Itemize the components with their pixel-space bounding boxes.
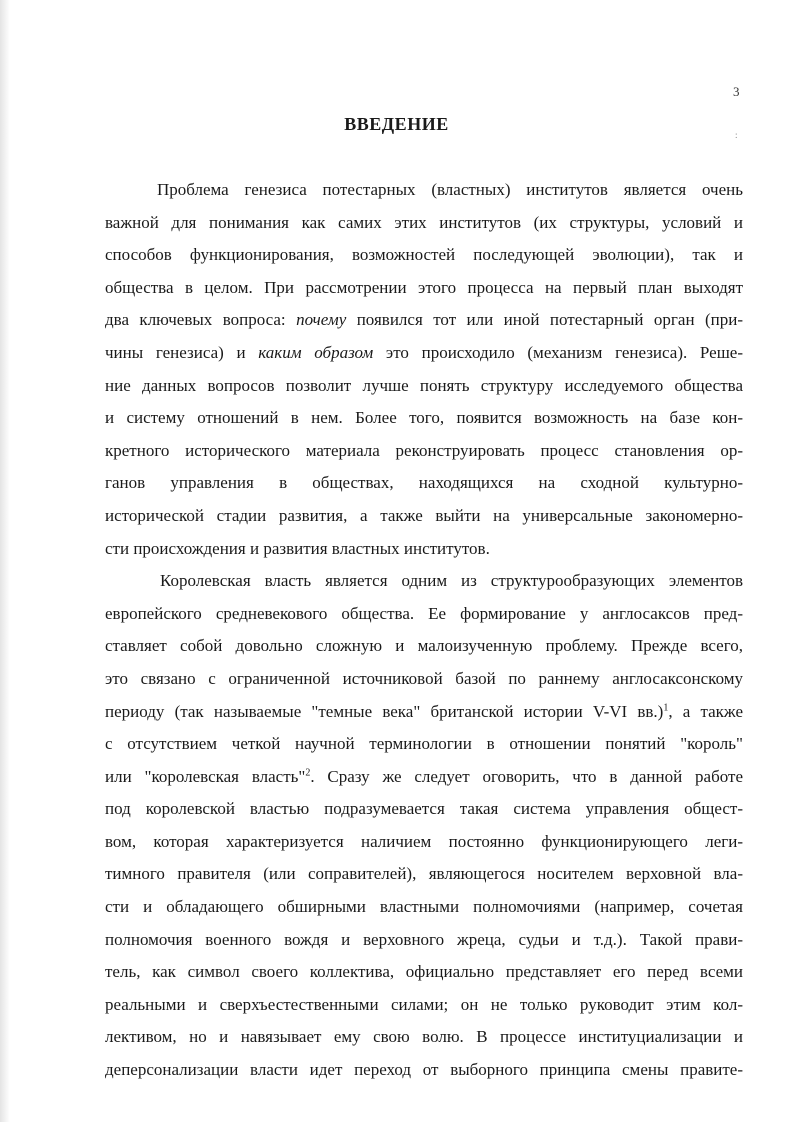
text-line: лективом, но и навязывает ему свою волю. В процессе институциализации и xyxy=(105,1027,743,1047)
text-line: под королевской властью подразумевается такая система управления общест- xyxy=(105,799,743,819)
text-line: общества в целом. При рассмотрении этого процесса на первый план выходят xyxy=(105,277,743,297)
text-line: способов функционирования, возможностей последующей эволюции), так и xyxy=(105,245,743,265)
text-line: европейского средневекового общества. Ее формирование у англосаксов пред- xyxy=(105,603,743,623)
text-line: ние данных вопросов позволит лучше понять структуру исследуемого общества xyxy=(105,375,743,395)
text-line: с отсутствием четкой научной терминологии в отношении понятий "король" xyxy=(105,734,743,754)
emphasis-text: почему xyxy=(296,310,347,330)
text-line: деперсонализации власти идет переход от выборного принципа смены правите- xyxy=(105,1060,743,1080)
emphasis-text: каким образом xyxy=(258,342,374,362)
text-line: реальными и сверхъестественными силами; он не только руководит этим кол- xyxy=(105,994,743,1014)
text-line: сти и обладающего обширными властными полномочиями (например, сочетая xyxy=(105,897,743,917)
text-line: или "королевская власть"$^2$. Сразу же следует оговорить, что в данной работе xyxy=(105,766,743,786)
text-line: Проблема генезиса потестарных (властных) институтов является очень xyxy=(157,180,743,199)
text-line: Королевская власть является одним из структурообразующих элементов xyxy=(160,571,743,591)
text-line: вом, которая характеризуется наличием постоянно функционирующего леги- xyxy=(105,831,743,851)
text-line: чины генезиса) и каким образом это происходило (механизм генезиса). Реше- xyxy=(105,342,744,362)
text-line: важной для понимания как самих этих институтов (их структуры, условий и xyxy=(105,212,743,232)
text-line: тель, как символ своего коллектива, официально представляет его перед всеми xyxy=(105,962,743,982)
footnote-ref[interactable]: 1 xyxy=(663,701,669,713)
text-line: тимного правителя (или соправителей), являющегося носителем верховной вла- xyxy=(105,864,743,884)
footnote-ref[interactable]: 2 xyxy=(305,767,311,779)
text-line: полномочия военного вождя и верховного жреца, судьи и т.д.). Такой прави- xyxy=(105,929,743,949)
scan-edge-shadow xyxy=(0,0,10,1122)
text-line: два ключевых вопроса: почему появился тот или иной потестарный орган (при- xyxy=(105,310,743,330)
page-number: 3 xyxy=(733,84,740,99)
text-line: и систему отношений в нем. Более того, появится возможность на базе кон- xyxy=(105,408,743,428)
text-line: ганов управления в обществах, находящихся на сходной культурно- xyxy=(105,473,743,493)
text-line: это связано с ограниченной источниковой базой по раннему англосаксонскому xyxy=(105,668,743,688)
text-line: периоду (так называемые "темные века" британской истории V-VI вв.)$^1$, а также xyxy=(105,701,743,721)
text-line: ставляет собой довольно сложную и малоизученную проблему. Прежде всего, xyxy=(105,636,743,656)
text-line: исторической стадии развития, а также выйти на универсальные закономерно- xyxy=(105,505,743,525)
text-line: кретного исторического материала реконструировать процесс становления ор- xyxy=(105,440,743,460)
text-line: сти происхождения и развития властных институтов. xyxy=(105,538,490,558)
document-body xyxy=(105,174,743,1087)
scan-mark: : xyxy=(735,130,738,140)
page-title: ВВЕДЕНИЕ xyxy=(344,114,449,134)
